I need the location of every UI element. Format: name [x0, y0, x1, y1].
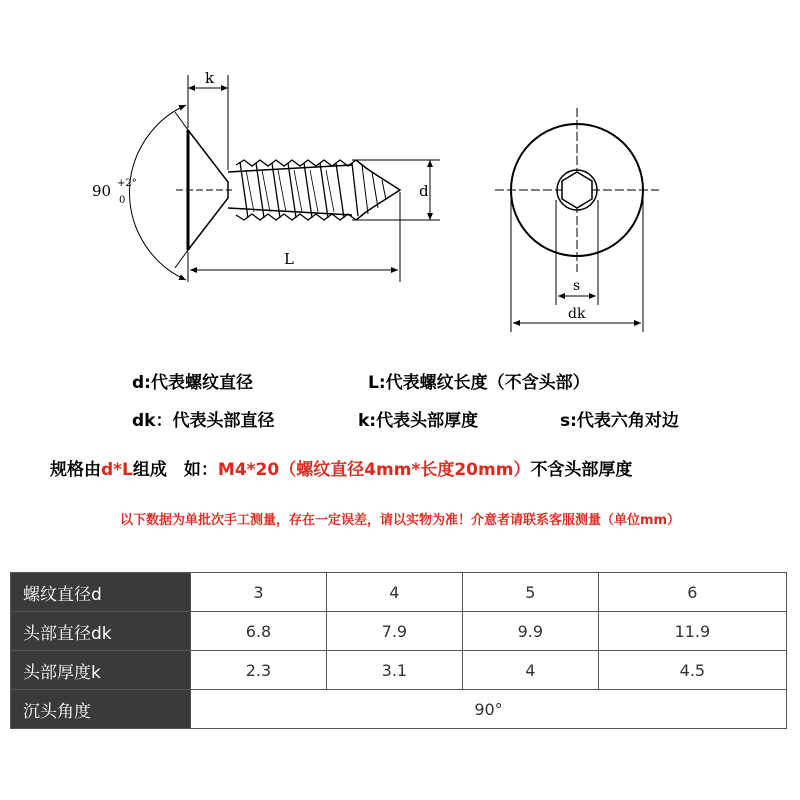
- table-cell: 9.9: [462, 612, 598, 651]
- table-cell: 4: [326, 573, 462, 612]
- table-cell: 6: [598, 573, 786, 612]
- label-angle: 90: [92, 182, 112, 200]
- table-cell-merged: 90°: [191, 690, 787, 729]
- label-d: d: [419, 182, 429, 200]
- spec-example: M4*20（螺纹直径4mm*长度20mm）: [217, 460, 531, 480]
- spec-formula: d*L: [101, 460, 133, 480]
- table-cell: 4.5: [598, 651, 786, 690]
- dimension-angle: [129, 105, 188, 280]
- label-angle-sub: 0: [119, 195, 126, 206]
- label-angle-sup: +2°: [117, 178, 137, 189]
- table-row: [11, 651, 787, 690]
- label-L: L: [284, 250, 294, 268]
- spec-prefix: 规格由: [50, 460, 101, 480]
- spec-middle: 组成 如：: [132, 460, 218, 480]
- label-dk: dk: [568, 306, 586, 322]
- screw-top-view: [495, 108, 659, 272]
- table-row: [11, 612, 787, 651]
- row-header: 螺纹直径d: [11, 573, 191, 612]
- row-header: 沉头角度: [11, 690, 191, 729]
- legend-d: d:代表螺纹直径: [132, 373, 253, 393]
- screw-technical-drawing: [0, 0, 800, 340]
- table-cell: 3.1: [326, 651, 462, 690]
- table-cell: 11.9: [598, 612, 786, 651]
- legend-k: k:代表头部厚度: [358, 411, 479, 431]
- table-row: [11, 573, 787, 612]
- disclaimer-text: 以下数据为单批次手工测量，存在一定误差，请以实物为准！介意者请联系客服测量（单位mm）: [119, 513, 681, 528]
- spec-line: [50, 455, 632, 480]
- table-cell: 2.3: [191, 651, 327, 690]
- label-s: s: [573, 278, 581, 294]
- legend-L: L:代表螺纹长度（不含头部）: [368, 373, 590, 393]
- screw-side-view: [176, 130, 400, 250]
- table-cell: 6.8: [191, 612, 327, 651]
- row-header: 头部厚度k: [11, 651, 191, 690]
- table-cell: 4: [462, 651, 598, 690]
- table-cell: 3: [191, 573, 327, 612]
- table-cell: 7.9: [326, 612, 462, 651]
- spec-table: [10, 572, 787, 729]
- legend-dk: dk：代表头部直径: [132, 411, 275, 431]
- label-k: k: [205, 69, 215, 87]
- table-row: [11, 690, 787, 729]
- spec-suffix: 不含头部厚度: [530, 460, 633, 480]
- legend-s: s:代表六角对边: [560, 411, 679, 431]
- row-header: 头部直径dk: [11, 612, 191, 651]
- table-cell: 5: [462, 573, 598, 612]
